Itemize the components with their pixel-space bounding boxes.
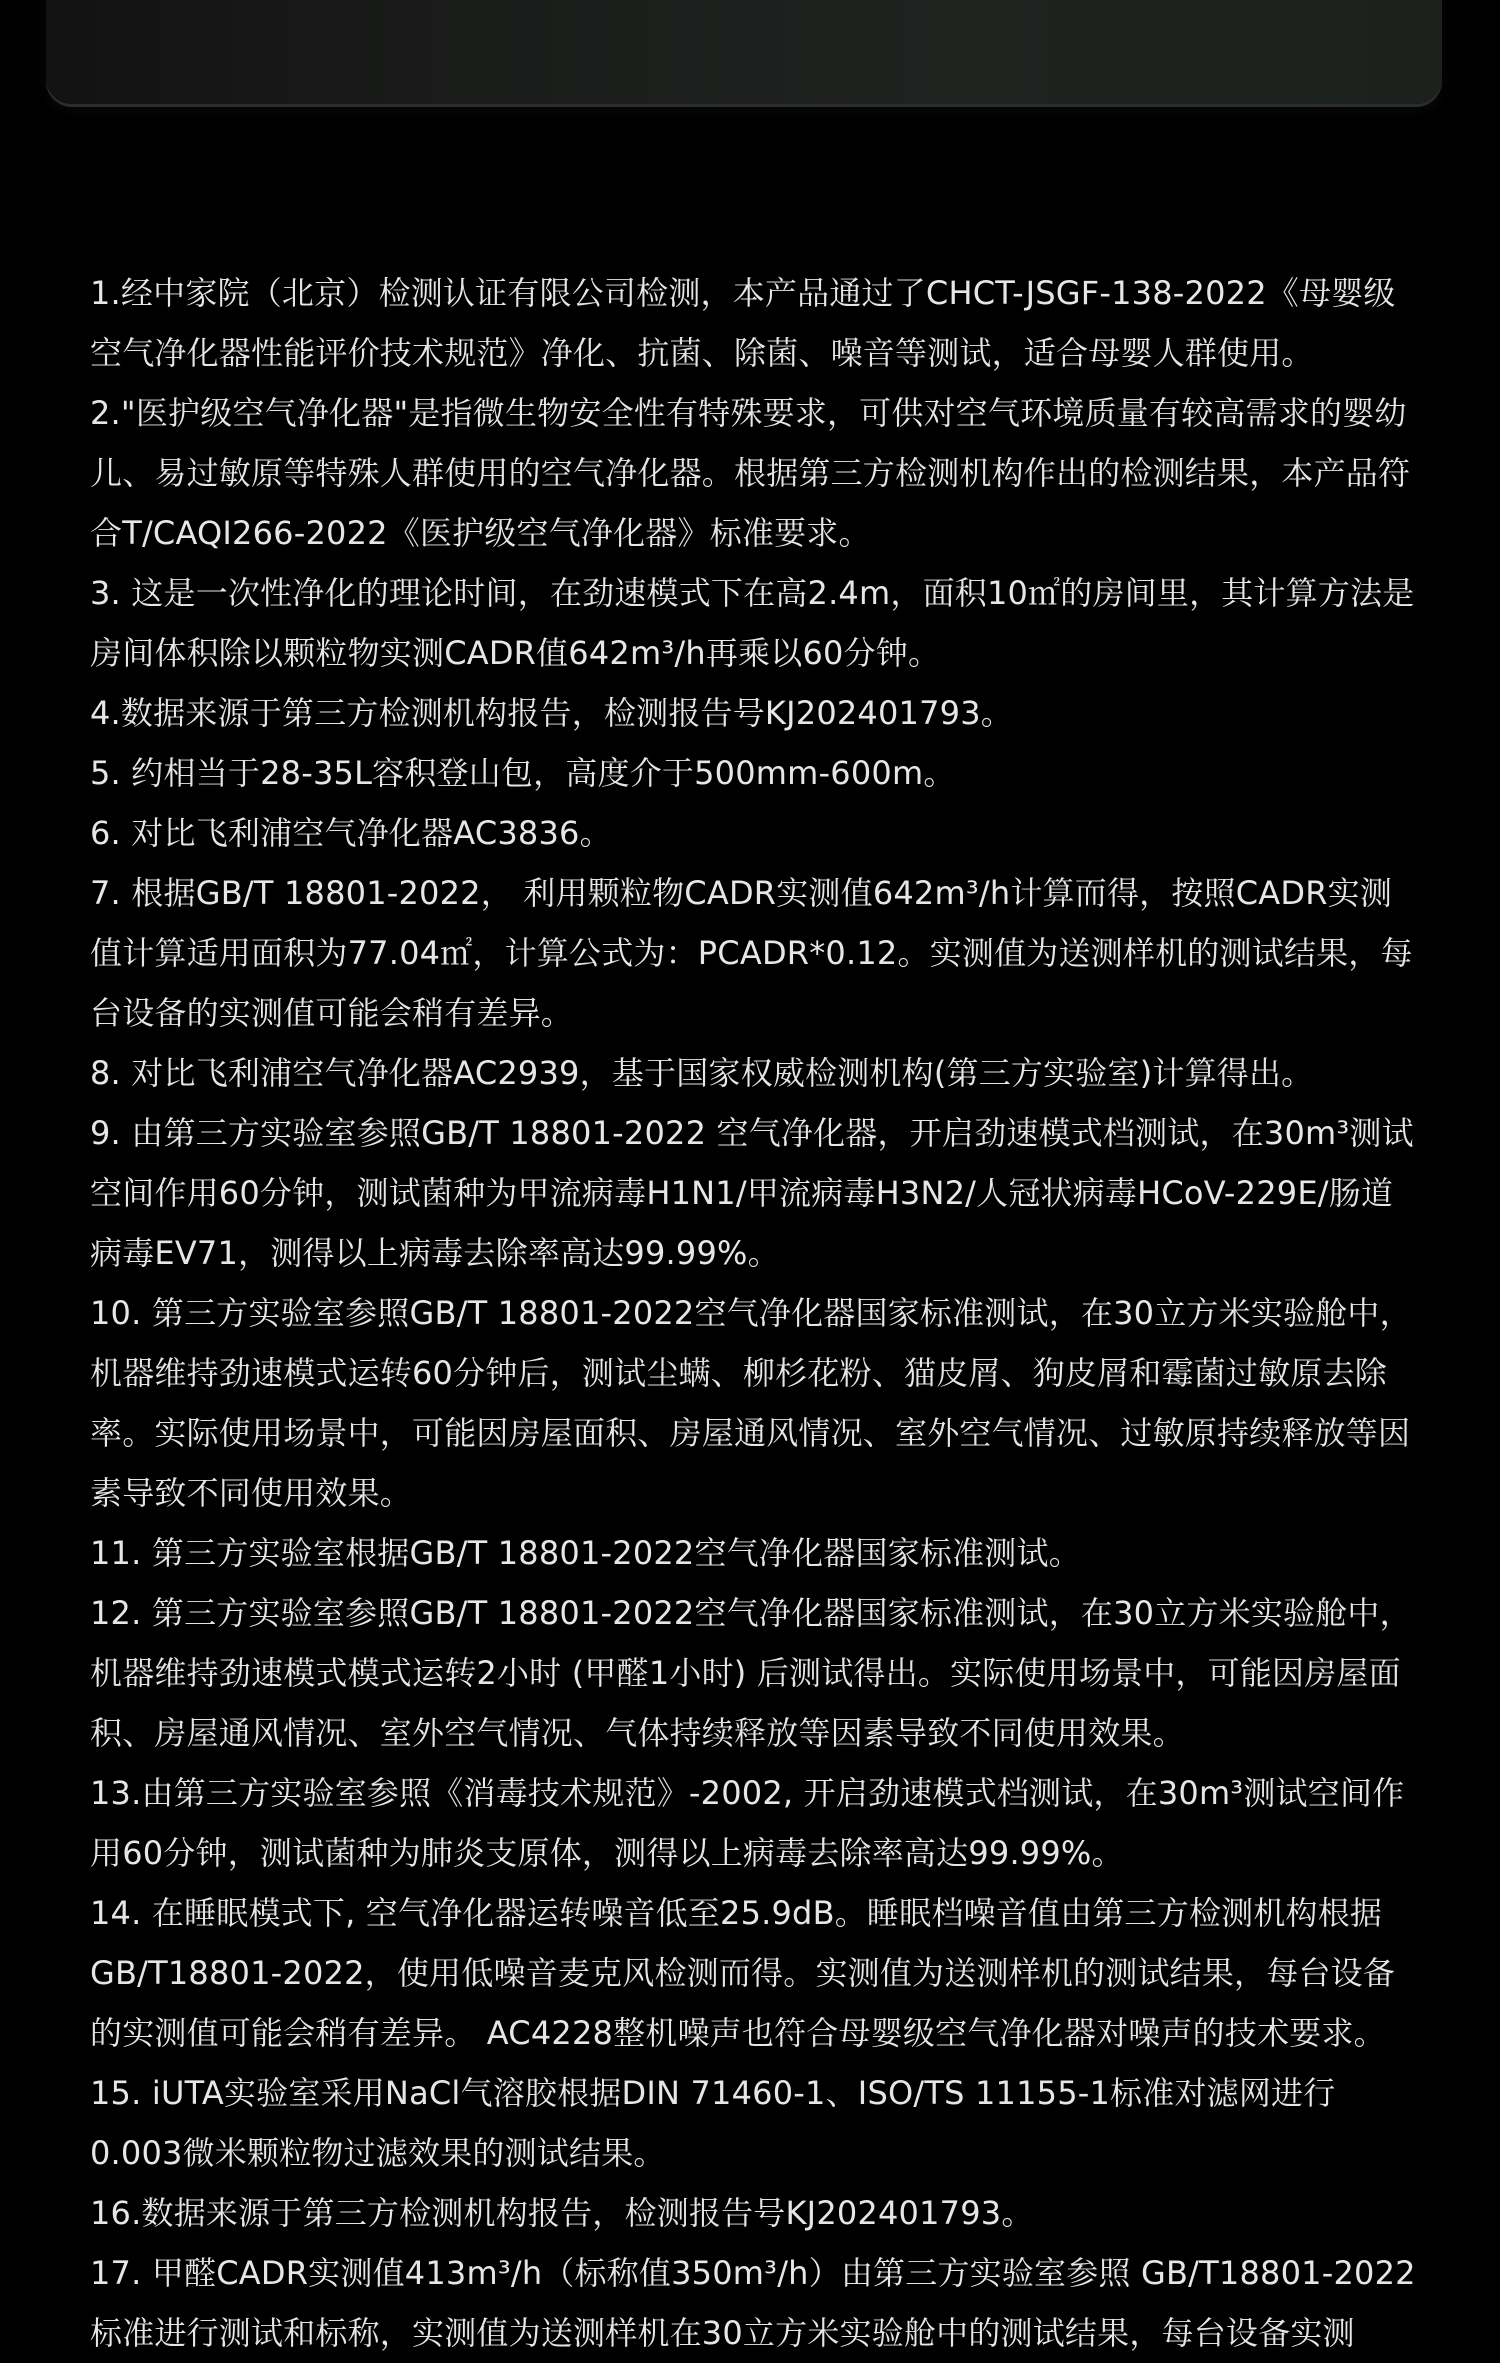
- footnote-6: 6. 对比飞利浦空气净化器AC3836。: [90, 814, 612, 852]
- footnote-4: 4.数据来源于第三方检测机构报告，检测报告号KJ202401793。: [90, 694, 1013, 732]
- footnote-11: 11. 第三方实验室根据GB/T 18801-2022空气净化器国家标准测试。: [90, 1534, 1081, 1572]
- footnote-16: 16.数据来源于第三方检测机构报告，检测报告号KJ202401793。: [90, 2194, 1034, 2232]
- footnote-10: 10. 第三方实验室参照GB/T 18801-2022空气净化器国家标准测试，在30立方米实验舱中，机器维持劲速模式运转60分钟后，测试尘螨、柳杉花粉、猫皮屑、狗皮屑和霉菌过敏原去除率。实际使用场景中，可能因房屋面积、房屋通风情况、室外空气情况、过敏原持续释放等因素导致不同使用效果。: [90, 1294, 1412, 1512]
- footnote-1: 1.经中家院（北京）检测认证有限公司检测，本产品通过了CHCT-JSGF-138-2022《母婴级空气净化器性能评价技术规范》净化、抗菌、除菌、噪音等测试，适合母婴人群使用。: [90, 274, 1396, 372]
- footnote-17: 17. 甲醛CADR实测值413m³/h（标称值350m³/h）由第三方实验室参照 GB/T18801-2022标准进行测试和标称，实测值为送测样机在30立方米实验舱中的测试结果，每台设备实测: [90, 2254, 1416, 2352]
- footnote-2: 2."医护级空气净化器"是指微生物安全性有特殊要求，可供对空气环境质量有较高需求的婴幼儿、易过敏原等特殊人群使用的空气净化器。根据第三方检测机构作出的检测结果，本产品符合T/CAQI266-2022《医护级空气净化器》标准要求。: [90, 394, 1411, 552]
- footnote-list: [90, 263, 1420, 2363]
- footnote-14: 14. 在睡眠模式下, 空气净化器运转噪音低至25.9dB。睡眠档噪音值由第三方检测机构根据GB/T18801-2022，使用低噪音麦克风检测而得。实测值为送测样机的测试结果，每台设备的实测值可能会稍有差异。 AC4228整机噪声也符合母婴级空气净化器对噪声的技术要求。: [90, 1894, 1396, 2052]
- top-panel: [46, 0, 1442, 104]
- footnote-3: 3. 这是一次性净化的理论时间，在劲速模式下在高2.4m，面积10㎡的房间里，其计算方法是房间体积除以颗粒物实测CADR值642m³/h再乘以60分钟。: [90, 574, 1415, 672]
- footnote-5: 5. 约相当于28-35L容积登山包，高度介于500mm-600m。: [90, 754, 956, 792]
- footnote-12: 12. 第三方实验室参照GB/T 18801-2022空气净化器国家标准测试，在30立方米实验舱中，机器维持劲速模式模式运转2小时 (甲醛1小时) 后测试得出。实际使用场景中，可能因房屋面积、房屋通风情况、室外空气情况、气体持续释放等因素导致不同使用效果。: [90, 1594, 1412, 1752]
- footnote-9: 9. 由第三方实验室参照GB/T 18801-2022 空气净化器，开启劲速模式档测试，在30m³测试空间作用60分钟，测试菌种为甲流病毒H1N1/甲流病毒H3N2/人冠状病毒HCoV-229E/肠道病毒EV71，测得以上病毒去除率高达99.99%。: [90, 1114, 1414, 1272]
- footnote-15: 15. iUTA实验室采用NaCl气溶胶根据DIN 71460-1、ISO/TS 11155-1标准对滤网进行0.003微米颗粒物过滤效果的测试结果。: [90, 2074, 1336, 2172]
- footnote-13: 13.由第三方实验室参照《消毒技术规范》-2002, 开启劲速模式档测试，在30m³测试空间作用60分钟，测试菌种为肺炎支原体，测得以上病毒去除率高达99.99%。: [90, 1774, 1405, 1872]
- footnote-8: 8. 对比飞利浦空气净化器AC2939，基于国家权威检测机构(第三方实验室)计算得出。: [90, 1054, 1314, 1092]
- footnote-7: 7. 根据GB/T 18801-2022， 利用颗粒物CADR实测值642m³/h计算而得，按照CADR实测值计算适用面积为77.04㎡，计算公式为：PCADR*0.12。实测值为送测样机的测试结果，每台设备的实测值可能会稍有差异。: [90, 874, 1413, 1032]
